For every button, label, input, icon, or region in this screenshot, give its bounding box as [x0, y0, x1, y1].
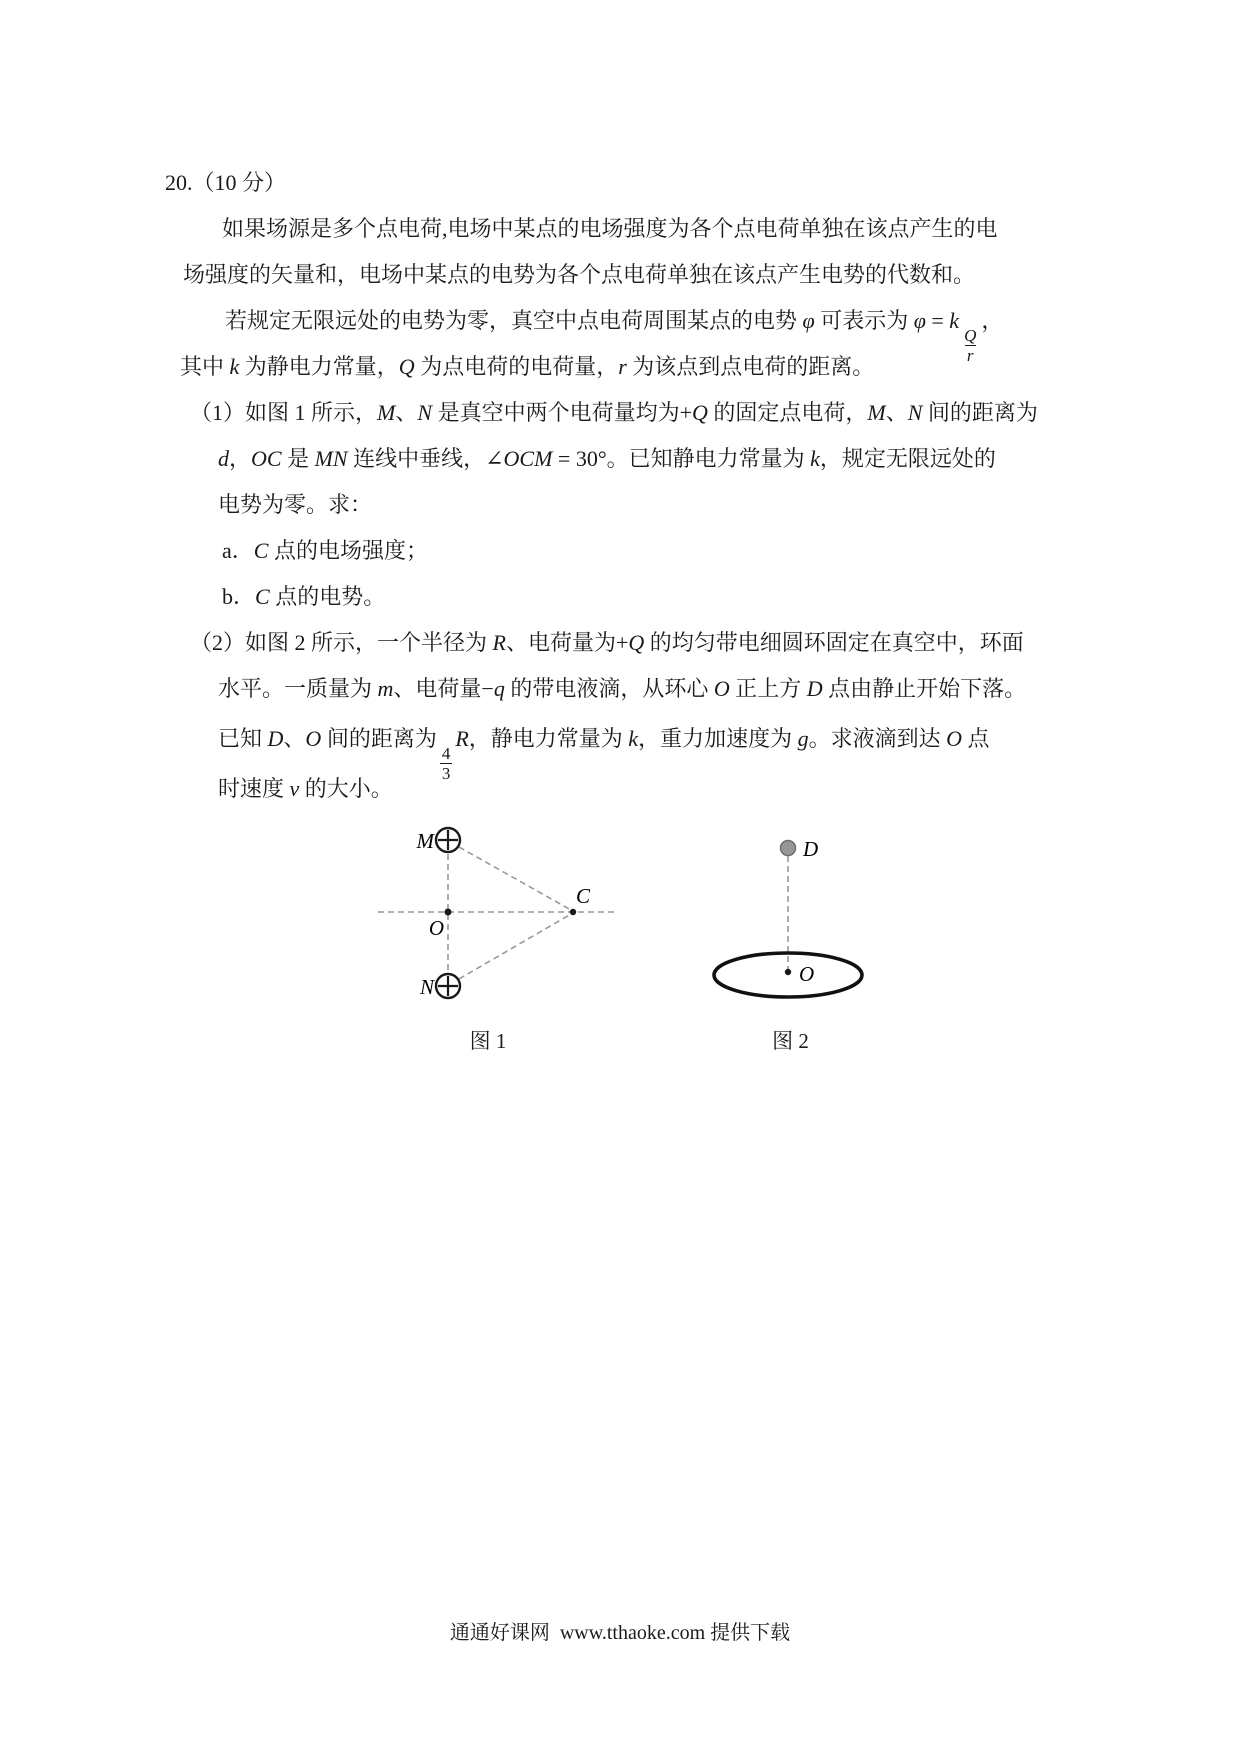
m-to-c-dashed-line	[459, 847, 571, 910]
figures-row	[0, 818, 1240, 1064]
figure-2-caption: 图 2	[772, 1029, 809, 1053]
label-c: C	[576, 884, 591, 908]
item2-line4: 时速度 v 的大小。	[218, 776, 393, 801]
figure-1-diagram	[338, 818, 638, 1018]
label-m: M	[416, 829, 434, 853]
item2-line1-text: 如图 2 所示，一个半径为 R、电荷量为+Q 的均匀带电细圆环固定在真空中，环面	[245, 630, 1024, 655]
label-d: D	[803, 837, 819, 861]
point-c-dot	[570, 909, 576, 915]
point-o-dot	[445, 909, 452, 916]
item1-line1	[190, 390, 1240, 436]
label-o: O	[428, 916, 444, 940]
item2-line2: 水平。一质量为 m、电荷量−q 的带电液滴，从环心 O 正上方 D 点由静止开始下落。	[218, 676, 1027, 701]
question-header	[165, 160, 1240, 206]
question-points: （10 分）	[192, 170, 287, 195]
item1-label: （1）	[190, 400, 246, 425]
intro2-line1: 若规定无限远处的电势为零，真空中点电荷周围某点的电势 φ 可表示为 φ = k $\frac{Q}{r}$ ，	[225, 308, 1004, 366]
question-number: 20.	[165, 170, 193, 195]
item1-line3: 电势为零。求：	[218, 492, 373, 517]
figure-1-caption: 图 1	[469, 1029, 507, 1053]
intro2-line2: 其中 k 为静电力常量，Q 为点电荷的电荷量，r 为该点到点电荷的距离。	[180, 354, 875, 379]
item1-sub-b: b．C 点的电势。	[222, 584, 386, 609]
figure-2-diagram	[698, 818, 883, 1018]
label-n: N	[419, 975, 434, 999]
label-o2: O	[799, 962, 815, 986]
item1-line2: d，OC 是 MN 连线中垂线，∠OCM = 30°。已知静电力常量为 k，规定无限远处的	[218, 446, 996, 471]
figure-1	[338, 818, 638, 1054]
ring-center-dot	[785, 969, 791, 975]
charged-droplet-icon	[781, 841, 796, 856]
item1-sub-a: a．C 点的电场强度；	[222, 538, 428, 563]
item2-label: （2）	[190, 630, 246, 655]
n-to-c-dashed-line	[459, 914, 571, 979]
page-footer: 通通好课网 www.tthaoke.com 提供下载	[449, 1622, 791, 1644]
item1-line1-text: 如图 1 所示，M、N 是真空中两个电荷量均为+Q 的固定点电荷，M、N 间的距离为	[245, 400, 1038, 425]
intro1-line1: 如果场源是多个点电荷,电场中某点的电场强度为各个点电荷单独在该点产生的电	[222, 216, 998, 241]
plus-charge-m-icon	[436, 828, 460, 852]
plus-charge-n-icon	[436, 974, 460, 998]
intro1-line2: 场强度的矢量和，电场中某点的电势为各个点电荷单独在该点产生电势的代数和。	[183, 262, 976, 287]
question-content	[0, 160, 1240, 1064]
figure-2	[698, 818, 883, 1054]
item2-line3: 已知 D、O 间的距离为 $\frac{4}{3}$ R，静电力常量为 k，重力加速度为 g。求液滴到达 O 点	[218, 726, 990, 784]
item2-line1	[190, 620, 1240, 666]
